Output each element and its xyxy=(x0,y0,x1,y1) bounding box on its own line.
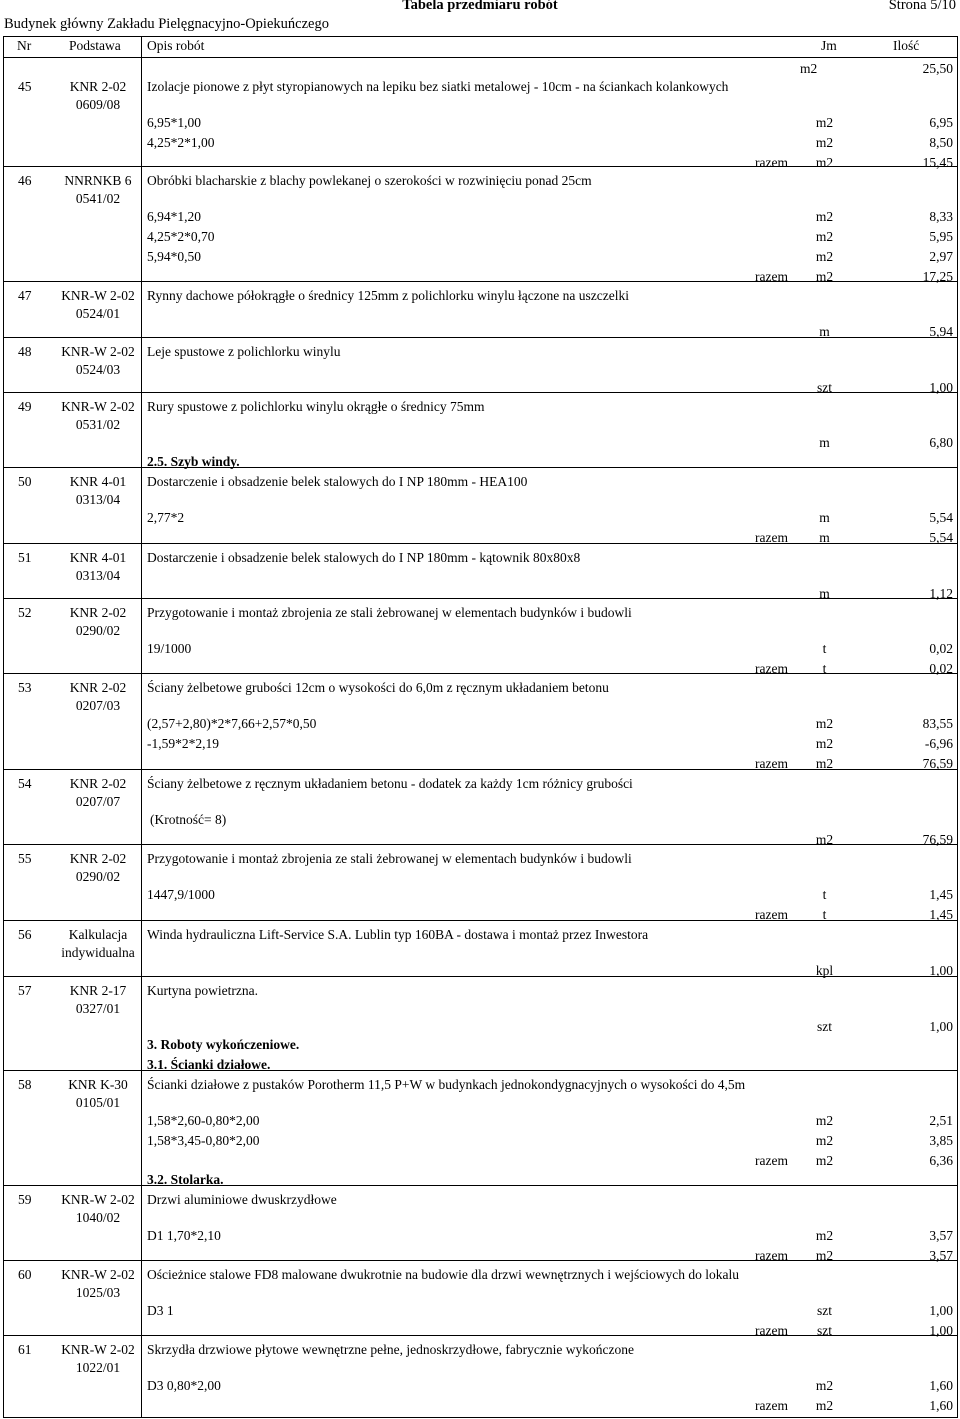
measurement-quantity: 2,97 xyxy=(929,249,953,264)
sum-quantity: 17,25 xyxy=(922,269,953,284)
item-basis-code: 0207/07 xyxy=(75,794,121,809)
item-basis: KNR-W 2-02 xyxy=(61,1192,135,1207)
item-basis-code: 1025/03 xyxy=(75,1285,121,1300)
measurement-unit: m2 xyxy=(815,209,834,224)
multiplier-note: (Krotność= 8) xyxy=(150,812,227,827)
work-description: Izolacje pionowe z płyt styropianowych na lepiku bez siatki metalowej - 10cm - na ściankach kolankowych xyxy=(147,79,729,94)
item-number: 58 xyxy=(18,1077,32,1092)
item-number: 54 xyxy=(18,776,32,791)
work-description: Ościeżnice stalowe FD8 malowane dwukrotnie na budowie dla drzwi wewnętrznych i wejściowych do lokalu xyxy=(147,1267,739,1282)
work-description: Obróbki blacharskie z blachy powlekanej o szerokości w rozwinięciu ponad 25cm xyxy=(147,173,592,188)
sum-label: razem xyxy=(755,1323,788,1338)
carry-unit: m2 xyxy=(800,61,818,76)
item-basis: KNR 2-17 xyxy=(69,983,127,998)
column-divider xyxy=(141,36,142,1418)
measurement-quantity: 3,57 xyxy=(929,1228,953,1243)
item-basis-code: 0327/01 xyxy=(75,1001,121,1016)
work-description: Leje spustowe z polichlorku winylu xyxy=(147,344,341,359)
work-description: Ścianki działowe z pustaków Porotherm 11,5 P+W w budynkach jednokondygnacyjnych o wysokości do 4,5m xyxy=(147,1077,746,1092)
sum-label: razem xyxy=(755,269,788,284)
row-divider xyxy=(3,1260,958,1261)
measurement-quantity: 5,95 xyxy=(929,229,953,244)
sum-quantity: 76,59 xyxy=(922,756,953,771)
measurement-unit: t xyxy=(822,887,827,902)
total-unit: kpl xyxy=(815,963,834,978)
sum-label: razem xyxy=(755,530,788,545)
section-heading: 3.2. Stolarka. xyxy=(147,1172,224,1187)
item-number: 46 xyxy=(18,173,32,188)
sum-unit: m2 xyxy=(815,269,834,284)
row-divider xyxy=(3,976,958,977)
work-description: Przygotowanie i montaż zbrojenia ze stali żebrowanej w elementach budynków i budowli xyxy=(147,605,632,620)
item-basis: KNR 2-02 xyxy=(69,605,127,620)
total-quantity: 1,00 xyxy=(929,380,953,395)
item-basis: KNR-W 2-02 xyxy=(61,344,135,359)
item-basis: KNR 2-02 xyxy=(69,776,127,791)
measurement-quantity: -6,96 xyxy=(924,736,953,751)
total-quantity: 1,12 xyxy=(929,586,953,601)
sum-quantity: 5,54 xyxy=(929,530,953,545)
sum-label: razem xyxy=(755,1398,788,1413)
item-number: 57 xyxy=(18,983,32,998)
work-description: Przygotowanie i montaż zbrojenia ze stali żebrowanej w elementach budynków i budowli xyxy=(147,851,632,866)
section-heading: 2.5. Szyb windy. xyxy=(147,454,240,469)
measurement-formula: 19/1000 xyxy=(147,641,192,656)
work-description: Kurtyna powietrzna. xyxy=(147,983,258,998)
table-border-right xyxy=(957,36,958,1418)
sum-unit: m2 xyxy=(815,155,834,170)
row-divider xyxy=(3,392,958,393)
item-basis: KNR 2-02 xyxy=(69,851,127,866)
sum-quantity: 6,36 xyxy=(929,1153,953,1168)
measurement-formula: 4,25*2*1,00 xyxy=(147,135,215,150)
item-basis-code: 0207/03 xyxy=(75,698,121,713)
measurement-formula: 2,77*2 xyxy=(147,510,185,525)
item-basis-code: 0541/02 xyxy=(75,191,121,206)
measurement-formula: 6,94*1,20 xyxy=(147,209,201,224)
row-divider xyxy=(3,769,958,770)
work-description: Ściany żelbetowe z ręcznym układaniem betonu - dodatek za każdy 1cm różnicy grubości xyxy=(147,776,633,791)
row-divider xyxy=(3,598,958,599)
total-unit: m2 xyxy=(815,832,834,847)
measurement-formula: 1447,9/1000 xyxy=(147,887,215,902)
total-quantity: 76,59 xyxy=(922,832,953,847)
sum-unit: t xyxy=(822,907,827,922)
item-number: 45 xyxy=(18,79,32,94)
item-basis: NNRNKB 6 xyxy=(64,173,132,188)
sum-label: razem xyxy=(755,1248,788,1263)
item-basis-code: 0609/08 xyxy=(75,97,121,112)
subsection-heading: 3.1. Ścianki działowe. xyxy=(147,1057,271,1072)
measurement-unit: m2 xyxy=(815,1378,834,1393)
row-divider xyxy=(3,1335,958,1336)
measurement-quantity: 3,85 xyxy=(929,1133,953,1148)
col-jm: Jm xyxy=(821,38,837,53)
sum-label: razem xyxy=(755,155,788,170)
item-number: 60 xyxy=(18,1267,32,1282)
carry-quantity: 25,50 xyxy=(922,61,953,76)
measurement-unit: m2 xyxy=(815,736,834,751)
sum-unit: szt xyxy=(817,1323,832,1338)
item-basis: KNR K-30 xyxy=(68,1077,128,1092)
item-basis-code: 0524/03 xyxy=(75,362,121,377)
total-unit: szt xyxy=(817,380,832,395)
work-description: Winda hydrauliczna Lift-Service S.A. Lublin typ 160BA - dostawa i montaż przez Inwestora xyxy=(147,927,649,942)
measurement-unit: m2 xyxy=(815,115,834,130)
sum-quantity: 1,00 xyxy=(929,1323,953,1338)
page-number: Strona 5/10 xyxy=(888,0,956,13)
row-divider xyxy=(3,543,958,544)
sum-label: razem xyxy=(755,661,788,676)
measurement-formula: 5,94*0,50 xyxy=(147,249,201,264)
measurement-unit: m2 xyxy=(815,135,834,150)
measurement-unit: m xyxy=(819,510,830,525)
measurement-unit: m2 xyxy=(815,1113,834,1128)
measurement-quantity: 2,51 xyxy=(929,1113,953,1128)
sum-label: razem xyxy=(755,756,788,771)
item-basis: KNR-W 2-02 xyxy=(61,1267,135,1282)
item-number: 59 xyxy=(18,1192,32,1207)
item-basis-code: indywidualna xyxy=(61,945,135,960)
sum-quantity: 3,57 xyxy=(929,1248,953,1263)
item-number: 56 xyxy=(18,927,32,942)
measurement-formula: 1,58*3,45-0,80*2,00 xyxy=(147,1133,260,1148)
work-description: Skrzydła drzwiowe płytowe wewnętrzne pełne, jednoskrzydłowe, fabrycznie wykończone xyxy=(147,1342,634,1357)
item-number: 55 xyxy=(18,851,32,866)
table-border-left xyxy=(3,36,4,1418)
item-basis: KNR 2-02 xyxy=(69,79,127,94)
row-divider xyxy=(3,920,958,921)
item-number: 52 xyxy=(18,605,32,620)
measurement-quantity: 1,60 xyxy=(929,1378,953,1393)
item-basis-code: 0313/04 xyxy=(75,568,121,583)
sum-unit: m xyxy=(819,530,830,545)
measurement-quantity: 8,33 xyxy=(929,209,953,224)
item-basis: KNR 2-02 xyxy=(69,680,127,695)
work-description: Drzwi aluminiowe dwuskrzydłowe xyxy=(147,1192,337,1207)
sum-quantity: 1,45 xyxy=(929,907,953,922)
work-description: Rury spustowe z polichlorku winylu okrągłe o średnicy 75mm xyxy=(147,399,485,414)
item-number: 61 xyxy=(18,1342,32,1357)
measurement-formula: 1,58*2,60-0,80*2,00 xyxy=(147,1113,260,1128)
col-opis: Opis robót xyxy=(147,38,205,53)
measurement-formula: D3 1 xyxy=(147,1303,174,1318)
item-basis: KNR-W 2-02 xyxy=(61,288,135,303)
sum-unit: m2 xyxy=(815,1153,834,1168)
work-description: Rynny dachowe półokrągłe o średnicy 125mm z polichlorku winylu łączone na uszczelki xyxy=(147,288,629,303)
item-basis-code: 0531/02 xyxy=(75,417,121,432)
sum-label: razem xyxy=(755,1153,788,1168)
measurement-quantity: 1,45 xyxy=(929,887,953,902)
item-number: 49 xyxy=(18,399,32,414)
sum-quantity: 1,60 xyxy=(929,1398,953,1413)
item-basis-code: 0524/01 xyxy=(75,306,121,321)
measurement-unit: m2 xyxy=(815,1133,834,1148)
item-basis-code: 0105/01 xyxy=(75,1095,121,1110)
measurement-quantity: 6,95 xyxy=(929,115,953,130)
measurement-unit: t xyxy=(822,641,827,656)
item-basis-code: 1022/01 xyxy=(75,1360,121,1375)
row-divider xyxy=(3,281,958,282)
measurement-quantity: 1,00 xyxy=(929,1303,953,1318)
section-heading: 3. Roboty wykończeniowe. xyxy=(147,1037,300,1052)
row-divider xyxy=(3,166,958,167)
measurement-unit: m2 xyxy=(815,229,834,244)
measurement-formula: D3 0,80*2,00 xyxy=(147,1378,221,1393)
item-basis: Kalkulacja xyxy=(68,927,128,942)
item-basis-code: 0313/04 xyxy=(75,492,121,507)
col-nr: Nr xyxy=(17,38,32,53)
sum-unit: t xyxy=(822,661,827,676)
total-unit: m xyxy=(819,435,830,450)
document-title: Tabela przedmiaru robót xyxy=(402,0,558,13)
total-quantity: 1,00 xyxy=(929,1019,953,1034)
item-basis: KNR-W 2-02 xyxy=(61,1342,135,1357)
measurement-formula: 6,95*1,00 xyxy=(147,115,201,130)
item-basis: KNR 4-01 xyxy=(69,474,127,489)
sum-unit: m2 xyxy=(815,1248,834,1263)
measurement-quantity: 83,55 xyxy=(922,716,953,731)
item-basis: KNR 4-01 xyxy=(69,550,127,565)
work-description: Dostarczenie i obsadzenie belek stalowych do I NP 180mm - HEA100 xyxy=(147,474,528,489)
measurement-unit: m2 xyxy=(815,716,834,731)
measurement-formula: -1,59*2*2,19 xyxy=(147,736,219,751)
table-header xyxy=(3,36,958,58)
work-description: Dostarczenie i obsadzenie belek stalowych do I NP 180mm - kątownik 80x80x8 xyxy=(147,550,581,565)
sum-quantity: 15,45 xyxy=(922,155,953,170)
col-ilosc: Ilość xyxy=(893,38,920,53)
item-number: 50 xyxy=(18,474,32,489)
row-divider xyxy=(3,337,958,338)
col-podstawa: Podstawa xyxy=(69,38,121,53)
measurement-formula: D1 1,70*2,10 xyxy=(147,1228,221,1243)
sum-unit: m2 xyxy=(815,1398,834,1413)
sum-label: razem xyxy=(755,907,788,922)
row-divider xyxy=(3,673,958,674)
building-name: Budynek główny Zakładu Pielęgnacyjno-Opiekuńczego xyxy=(4,16,329,32)
item-number: 47 xyxy=(18,288,32,303)
measurement-quantity: 8,50 xyxy=(929,135,953,150)
item-number: 51 xyxy=(18,550,32,565)
item-basis-code: 1040/02 xyxy=(75,1210,121,1225)
measurement-unit: m2 xyxy=(815,1228,834,1243)
measurement-unit: szt xyxy=(817,1303,832,1318)
total-quantity: 1,00 xyxy=(929,963,953,978)
measurement-quantity: 0,02 xyxy=(929,641,953,656)
item-number: 53 xyxy=(18,680,32,695)
item-basis-code: 0290/02 xyxy=(75,869,121,884)
item-basis: KNR-W 2-02 xyxy=(61,399,135,414)
work-description: Ściany żelbetowe grubości 12cm o wysokości do 6,0m z ręcznym układaniem betonu xyxy=(147,680,609,695)
total-quantity: 6,80 xyxy=(929,435,953,450)
measurement-formula: (2,57+2,80)*2*7,66+2,57*0,50 xyxy=(147,716,317,731)
sum-quantity: 0,02 xyxy=(929,661,953,676)
row-divider xyxy=(3,844,958,845)
sum-unit: m2 xyxy=(815,756,834,771)
table-border-bottom xyxy=(3,1417,958,1418)
total-unit: szt xyxy=(817,1019,832,1034)
total-quantity: 5,94 xyxy=(929,324,953,339)
measurement-formula: 4,25*2*0,70 xyxy=(147,229,215,244)
measurement-quantity: 5,54 xyxy=(929,510,953,525)
measurement-unit: m2 xyxy=(815,249,834,264)
total-unit: m xyxy=(819,586,830,601)
item-number: 48 xyxy=(18,344,32,359)
total-unit: m xyxy=(819,324,830,339)
item-basis-code: 0290/02 xyxy=(75,623,121,638)
